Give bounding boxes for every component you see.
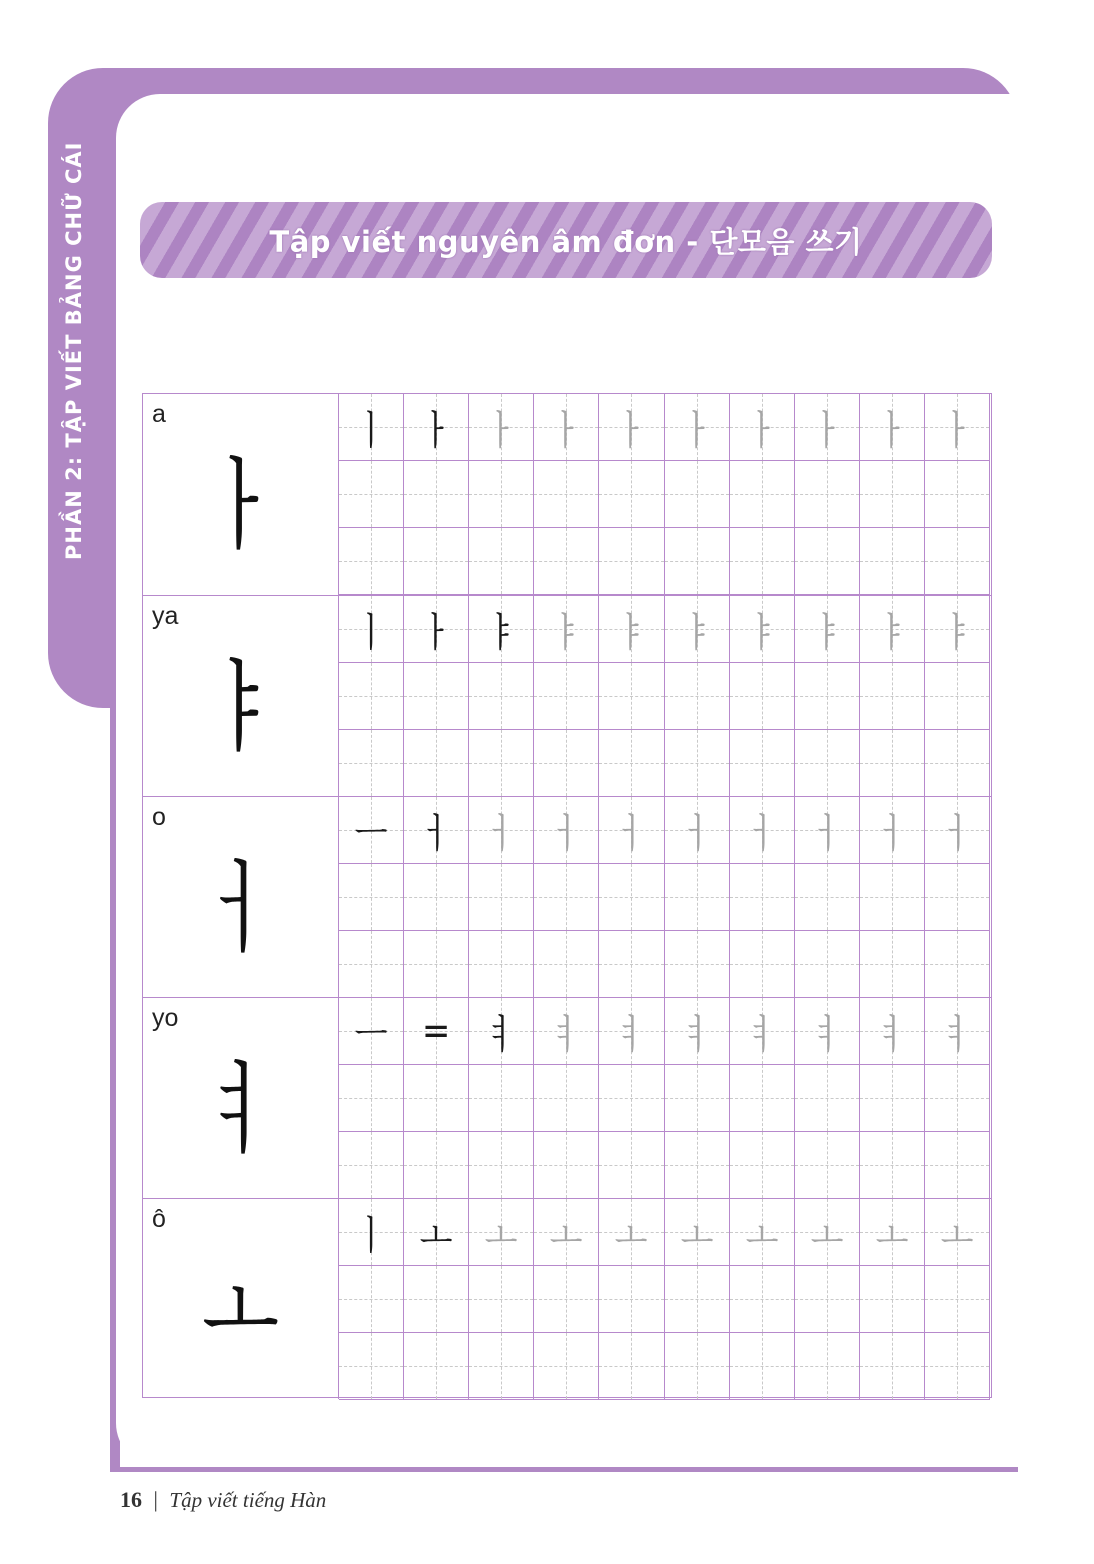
practice-cell[interactable] — [404, 864, 469, 931]
trace-character: ㅓ — [810, 810, 844, 857]
trace-character: ㅏ — [745, 407, 779, 454]
practice-cell[interactable] — [339, 1065, 404, 1132]
letter-label-cell — [143, 596, 339, 796]
practice-cell[interactable] — [925, 1132, 990, 1199]
trace-character: ㅏ — [875, 407, 909, 454]
trace-character: ㅑ — [940, 609, 974, 656]
stroke-cell[interactable] — [665, 998, 730, 1065]
stroke-cell[interactable] — [795, 797, 860, 864]
model-character: ㅗ — [201, 1252, 280, 1369]
practice-cell[interactable] — [665, 1333, 730, 1400]
stroke-cell[interactable] — [469, 1199, 534, 1266]
stroke-cell[interactable] — [534, 797, 599, 864]
practice-cell[interactable] — [860, 730, 925, 797]
romanization: yo — [152, 1004, 179, 1032]
trace-character: ㅓ — [484, 810, 518, 857]
practice-cell[interactable] — [860, 528, 925, 595]
practice-cell[interactable] — [404, 528, 469, 595]
purple-frame-bottom — [110, 1467, 1018, 1472]
practice-cell[interactable] — [599, 1333, 664, 1400]
practice-cell[interactable] — [339, 1333, 404, 1400]
stroke-order-step: ㅑ — [484, 609, 518, 656]
stroke-cell[interactable] — [730, 394, 795, 461]
trace-character: ㅓ — [875, 810, 909, 857]
trace-character: ㅓ — [745, 810, 779, 857]
stroke-order-step: = — [421, 1008, 451, 1054]
trace-character: ㅏ — [810, 407, 844, 454]
practice-cell[interactable] — [925, 864, 990, 931]
romanization: ô — [152, 1205, 166, 1233]
stroke-cell[interactable] — [860, 797, 925, 864]
practice-cell[interactable] — [925, 663, 990, 730]
practice-cell[interactable] — [795, 1333, 860, 1400]
practice-cell[interactable] — [534, 1333, 599, 1400]
trace-character: ㅑ — [680, 609, 714, 656]
stroke-cell[interactable] — [339, 596, 404, 663]
practice-cell[interactable] — [860, 864, 925, 931]
practice-cell[interactable] — [730, 1266, 795, 1333]
practice-cell[interactable] — [339, 461, 404, 528]
practice-cell[interactable] — [795, 1132, 860, 1199]
practice-cell[interactable] — [599, 663, 664, 730]
stroke-cell[interactable] — [404, 394, 469, 461]
stroke-cell[interactable] — [404, 797, 469, 864]
romanization: o — [152, 803, 166, 831]
stroke-cell[interactable] — [795, 998, 860, 1065]
practice-cell[interactable] — [534, 461, 599, 528]
practice-cell[interactable] — [339, 528, 404, 595]
stroke-cell[interactable] — [730, 998, 795, 1065]
practice-cell[interactable] — [469, 528, 534, 595]
stroke-cell[interactable] — [339, 998, 404, 1065]
trace-character: ㅗ — [875, 1212, 909, 1259]
trace-character: ㅏ — [549, 407, 583, 454]
stroke-order-step: ㅓ — [419, 810, 453, 857]
stroke-cell[interactable] — [599, 797, 664, 864]
trace-character: ㅗ — [549, 1212, 583, 1259]
stroke-cell[interactable] — [795, 394, 860, 461]
practice-cell[interactable] — [404, 663, 469, 730]
book-title: Tập viết tiếng Hàn — [169, 1488, 327, 1512]
trace-character: ㅏ — [615, 407, 648, 454]
practice-cell[interactable] — [860, 931, 925, 998]
page-title: Tập viết nguyên âm đơn - 단모음 쓰기 — [269, 224, 863, 259]
practice-cell[interactable] — [534, 1132, 599, 1199]
practice-cell[interactable] — [339, 931, 404, 998]
practice-cell[interactable] — [925, 1266, 990, 1333]
practice-cell[interactable] — [469, 1266, 534, 1333]
practice-cell[interactable] — [534, 864, 599, 931]
trace-character: ㅗ — [940, 1212, 974, 1259]
stroke-cell[interactable] — [665, 596, 730, 663]
practice-cell[interactable] — [860, 1333, 925, 1400]
stroke-cell[interactable] — [599, 596, 664, 663]
trace-character: ㅏ — [940, 407, 974, 454]
trace-character: ㅗ — [680, 1212, 714, 1259]
trace-character: ㅓ — [549, 810, 583, 857]
stroke-cell[interactable] — [665, 797, 730, 864]
stroke-cell[interactable] — [599, 1199, 664, 1266]
practice-cell[interactable] — [469, 730, 534, 797]
trace-character: ㅗ — [615, 1212, 648, 1259]
stroke-cell[interactable] — [339, 1199, 404, 1266]
trace-character: ㅑ — [810, 609, 844, 656]
stroke-cell[interactable] — [860, 1199, 925, 1266]
practice-cell[interactable] — [795, 730, 860, 797]
practice-cell[interactable] — [599, 864, 664, 931]
model-character: ㅏ — [201, 447, 280, 564]
practice-cell[interactable] — [665, 931, 730, 998]
trace-character: ㅕ — [810, 1011, 844, 1058]
stroke-cell[interactable] — [339, 394, 404, 461]
trace-character: ㅕ — [615, 1011, 648, 1058]
practice-cell[interactable] — [404, 1132, 469, 1199]
practice-cell[interactable] — [339, 864, 404, 931]
trace-character: ㅕ — [745, 1011, 779, 1058]
stroke-cell[interactable] — [795, 596, 860, 663]
stroke-cell[interactable] — [860, 394, 925, 461]
title-banner — [140, 202, 992, 278]
practice-cell[interactable] — [925, 931, 990, 998]
letter-row — [143, 1198, 991, 1399]
practice-cell[interactable] — [404, 730, 469, 797]
stroke-cell[interactable] — [534, 394, 599, 461]
stroke-cell[interactable] — [860, 998, 925, 1065]
stroke-cell[interactable] — [534, 596, 599, 663]
practice-cell[interactable] — [599, 461, 664, 528]
practice-cell[interactable] — [730, 461, 795, 528]
footer-separator: | — [153, 1487, 158, 1512]
practice-cell[interactable] — [665, 1132, 730, 1199]
practice-cell[interactable] — [730, 864, 795, 931]
trace-character: ㅏ — [484, 407, 518, 454]
stroke-cell[interactable] — [730, 1199, 795, 1266]
stroke-cell[interactable] — [730, 797, 795, 864]
practice-cell[interactable] — [665, 730, 730, 797]
page-footer — [120, 1487, 326, 1513]
trace-character: ㅕ — [940, 1011, 974, 1058]
practice-cell[interactable] — [730, 1132, 795, 1199]
practice-cell[interactable] — [534, 931, 599, 998]
stroke-cell[interactable] — [925, 1199, 990, 1266]
practice-cell[interactable] — [469, 461, 534, 528]
stroke-cell[interactable] — [665, 1199, 730, 1266]
practice-cell[interactable] — [665, 528, 730, 595]
practice-cell[interactable] — [599, 528, 664, 595]
stroke-cell[interactable] — [925, 596, 990, 663]
practice-cell[interactable] — [730, 1065, 795, 1132]
stroke-order-step: ㅏ — [419, 609, 453, 656]
trace-character: ㅑ — [615, 609, 648, 656]
stroke-cell[interactable] — [599, 394, 664, 461]
practice-cell[interactable] — [534, 1266, 599, 1333]
letter-row — [143, 595, 991, 796]
trace-character: ㅏ — [680, 407, 714, 454]
stroke-cell[interactable] — [795, 1199, 860, 1266]
stroke-cell[interactable] — [339, 797, 404, 864]
practice-cell[interactable] — [860, 663, 925, 730]
practice-cell[interactable] — [795, 864, 860, 931]
stroke-order-step: ㅣ — [354, 407, 388, 454]
practice-cell[interactable] — [665, 864, 730, 931]
stroke-cell[interactable] — [599, 998, 664, 1065]
practice-cell[interactable] — [925, 528, 990, 595]
stroke-cell[interactable] — [665, 394, 730, 461]
letter-row — [143, 997, 991, 1198]
stroke-cell[interactable] — [925, 998, 990, 1065]
stroke-cell[interactable] — [860, 596, 925, 663]
stroke-order-step: ㅡ — [354, 810, 388, 857]
letter-label-cell — [143, 797, 339, 997]
stroke-cell[interactable] — [404, 596, 469, 663]
trace-character: ㅕ — [875, 1011, 909, 1058]
trace-character: ㅗ — [484, 1212, 518, 1259]
practice-cell[interactable] — [534, 1065, 599, 1132]
stroke-order-step: ㅣ — [354, 609, 388, 656]
letter-label-cell — [143, 394, 339, 595]
practice-cell[interactable] — [730, 931, 795, 998]
page-number: 16 — [120, 1487, 142, 1512]
practice-cell[interactable] — [860, 1065, 925, 1132]
trace-character: ㅓ — [615, 810, 648, 857]
practice-cell[interactable] — [730, 528, 795, 595]
practice-cell[interactable] — [665, 1266, 730, 1333]
practice-cell[interactable] — [795, 663, 860, 730]
practice-cell[interactable] — [860, 1266, 925, 1333]
stroke-cell[interactable] — [404, 998, 469, 1065]
section-side-label: PHẦN 2: TẬP VIẾT BẢNG CHỮ CÁI — [62, 141, 86, 560]
practice-cell[interactable] — [404, 1065, 469, 1132]
stroke-cell[interactable] — [925, 797, 990, 864]
practice-cell[interactable] — [469, 663, 534, 730]
practice-cell[interactable] — [534, 528, 599, 595]
stroke-cell[interactable] — [469, 394, 534, 461]
practice-cell[interactable] — [469, 1132, 534, 1199]
practice-cell[interactable] — [404, 931, 469, 998]
practice-cell[interactable] — [795, 461, 860, 528]
trace-character: ㅕ — [680, 1011, 714, 1058]
practice-cell[interactable] — [339, 1266, 404, 1333]
trace-character: ㅑ — [745, 609, 779, 656]
letter-label-cell — [143, 998, 339, 1198]
practice-cell[interactable] — [599, 1132, 664, 1199]
stroke-cell[interactable] — [469, 998, 534, 1065]
practice-cell[interactable] — [599, 1065, 664, 1132]
practice-cell[interactable] — [599, 1266, 664, 1333]
trace-character: ㅕ — [549, 1011, 583, 1058]
romanization: a — [152, 400, 166, 428]
practice-cell[interactable] — [925, 1333, 990, 1400]
stroke-cell[interactable] — [534, 998, 599, 1065]
letter-row — [143, 796, 991, 997]
practice-cell[interactable] — [469, 931, 534, 998]
letter-row — [143, 394, 991, 595]
practice-cell[interactable] — [404, 1266, 469, 1333]
model-character: ㅑ — [201, 649, 280, 766]
practice-cell[interactable] — [339, 730, 404, 797]
stroke-cell[interactable] — [469, 596, 534, 663]
practice-grid — [142, 393, 992, 1398]
practice-cell[interactable] — [665, 1065, 730, 1132]
practice-cell[interactable] — [925, 1065, 990, 1132]
model-character: ㅓ — [201, 850, 280, 967]
practice-cell[interactable] — [534, 663, 599, 730]
stroke-cell[interactable] — [534, 1199, 599, 1266]
practice-cell[interactable] — [795, 528, 860, 595]
model-character: ㅕ — [201, 1051, 280, 1168]
practice-cell[interactable] — [795, 1266, 860, 1333]
practice-cell[interactable] — [404, 461, 469, 528]
trace-character: ㅗ — [810, 1212, 844, 1259]
practice-cell[interactable] — [339, 663, 404, 730]
practice-cell[interactable] — [599, 931, 664, 998]
practice-cell[interactable] — [665, 663, 730, 730]
practice-cell[interactable] — [795, 931, 860, 998]
practice-cell[interactable] — [925, 461, 990, 528]
stroke-cell[interactable] — [730, 596, 795, 663]
practice-cell[interactable] — [665, 461, 730, 528]
stroke-order-step: ㅣ — [354, 1212, 388, 1259]
practice-cell[interactable] — [860, 461, 925, 528]
stroke-cell[interactable] — [469, 797, 534, 864]
practice-cell[interactable] — [469, 1065, 534, 1132]
practice-cell[interactable] — [730, 1333, 795, 1400]
practice-cell[interactable] — [730, 730, 795, 797]
romanization: ya — [152, 602, 179, 630]
trace-character: ㅑ — [549, 609, 583, 656]
stroke-order-step: ㅏ — [419, 407, 453, 454]
trace-character: ㅗ — [745, 1212, 779, 1259]
trace-character: ㅓ — [940, 810, 974, 857]
practice-cell[interactable] — [730, 663, 795, 730]
practice-cell[interactable] — [469, 1333, 534, 1400]
stroke-order-step: ㅗ — [419, 1212, 453, 1259]
practice-cell[interactable] — [469, 864, 534, 931]
trace-character: ㅑ — [875, 609, 909, 656]
trace-character: ㅓ — [680, 810, 714, 857]
practice-cell[interactable] — [599, 730, 664, 797]
practice-cell[interactable] — [339, 1132, 404, 1199]
stroke-cell[interactable] — [925, 394, 990, 461]
stroke-cell[interactable] — [404, 1199, 469, 1266]
practice-cell[interactable] — [860, 1132, 925, 1199]
stroke-order-step: ㅡ — [354, 1011, 388, 1058]
practice-cell[interactable] — [404, 1333, 469, 1400]
practice-cell[interactable] — [795, 1065, 860, 1132]
practice-cell[interactable] — [925, 730, 990, 797]
practice-cell[interactable] — [534, 730, 599, 797]
letter-label-cell — [143, 1199, 339, 1399]
stroke-order-step: ㅕ — [484, 1011, 518, 1058]
